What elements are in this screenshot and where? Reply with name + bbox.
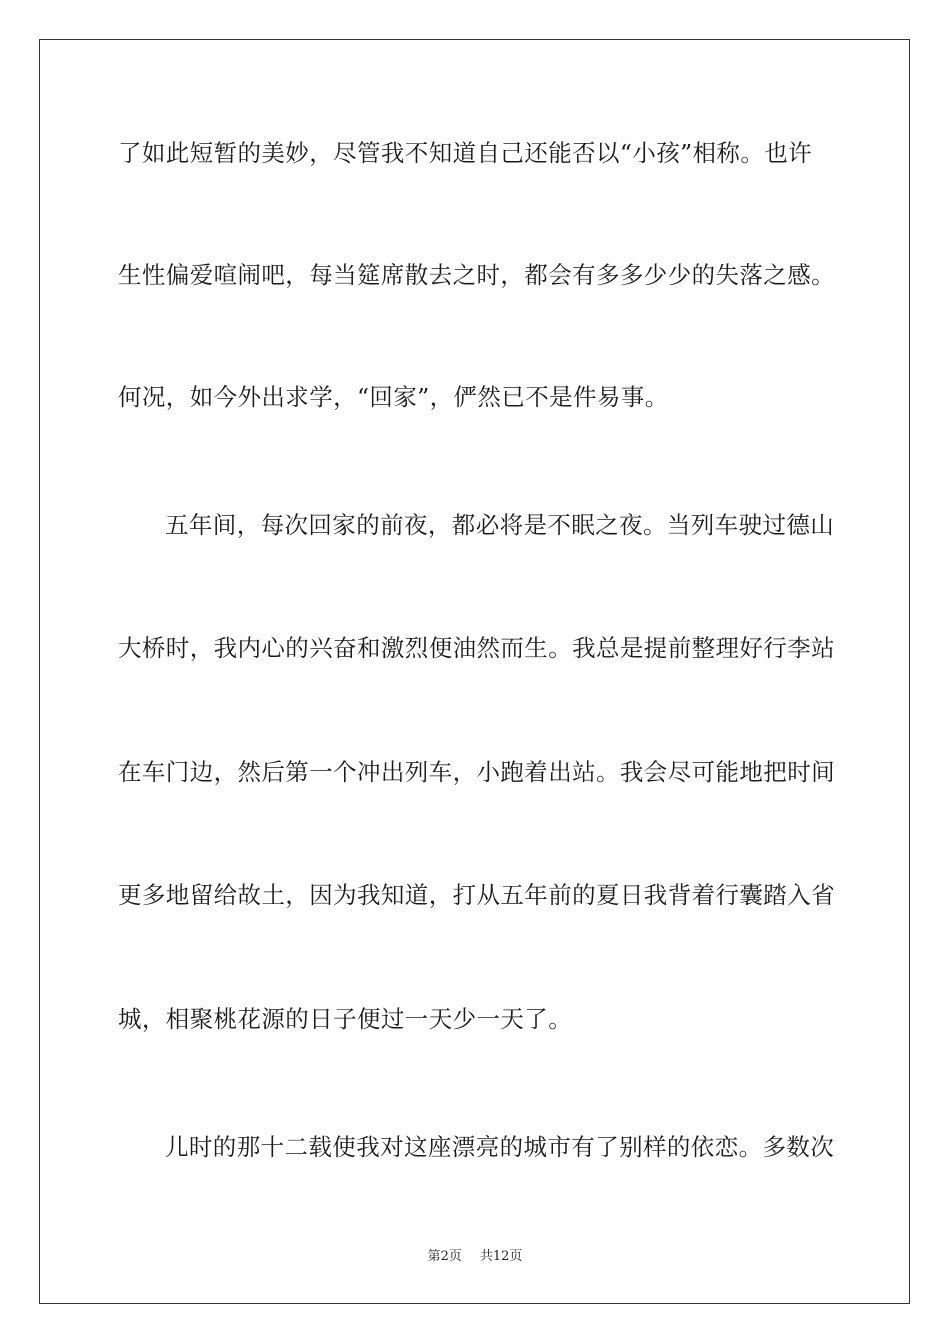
- body-text-line: 生性偏爱喧闹吧，每当筵席散去之时，都会有多多少少的失落之感。: [118, 261, 835, 289]
- body-text-line: 了如此短暂的美妙，尽管我不知道自己还能否以“小孩”相称。也许: [118, 139, 813, 167]
- body-text-line: 何况，如今外出求学，“回家”，俨然已不是件易事。: [118, 383, 669, 411]
- page-number: 第2页: [427, 1249, 462, 1264]
- page-total: 共12页: [479, 1249, 523, 1264]
- body-text-line: 城，相聚桃花源的日子便过一天少一天了。: [118, 1005, 573, 1033]
- body-text-line: 在车门边，然后第一个冲出列车，小跑着出站。我会尽可能地把时间: [118, 758, 835, 786]
- paragraph-start-line: 儿时的那十二载使我对这座漂亮的城市有了别样的依恋。多数次: [165, 1133, 835, 1161]
- page-border: [39, 39, 910, 1304]
- body-text-line: 更多地留给故土，因为我知道，打从五年前的夏日我背着行囊踏入省: [118, 881, 835, 909]
- body-text-line: 大桥时，我内心的兴奋和激烈便油然而生。我总是提前整理好行李站: [118, 634, 835, 662]
- page-footer: [0, 1248, 950, 1266]
- paragraph-start-line: 五年间，每次回家的前夜，都必将是不眠之夜。当列车驶过德山: [165, 511, 835, 539]
